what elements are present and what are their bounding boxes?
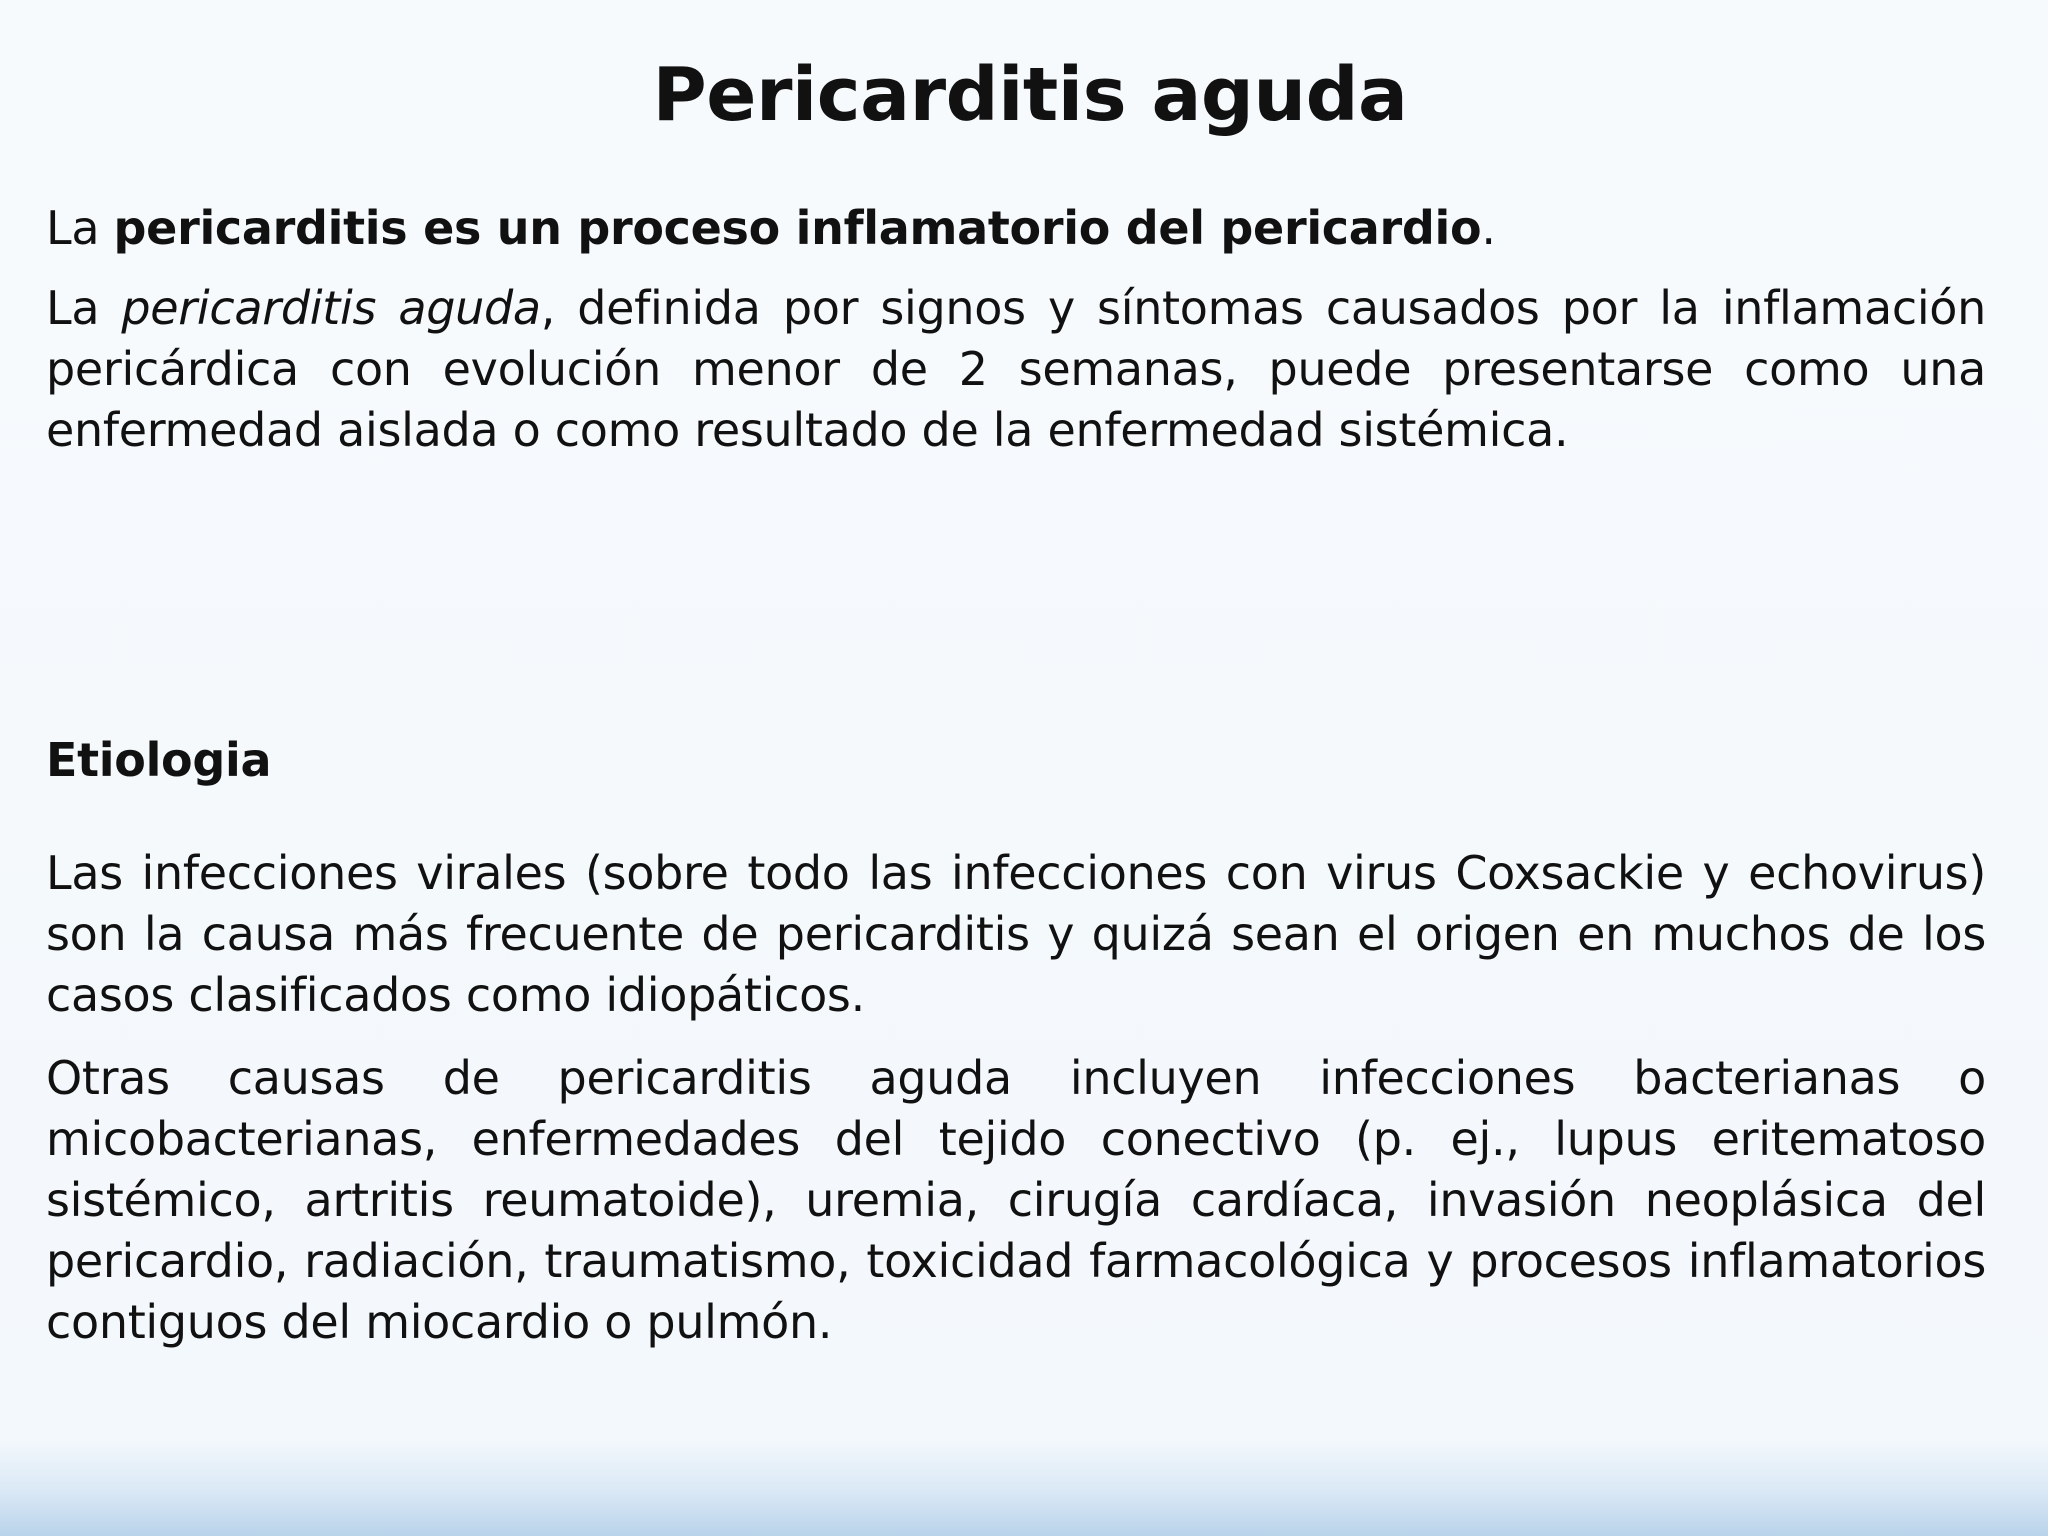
intro-suffix: . [1481, 201, 1496, 255]
etiology-heading: Etiologia [46, 733, 272, 787]
definition-italic-term: pericarditis aguda [121, 281, 541, 335]
intro-bold-text: pericarditis es un proceso inflamatorio del pericardio [113, 201, 1482, 255]
slide-title: Pericarditis aguda [652, 52, 1408, 138]
etiology-paragraph-1: Las infecciones virales (sobre todo las infecciones con virus Coxsackie y echovirus) son la causa más frecuente de pericarditis y quizá sean el origen en muchos de los casos clasificados como idiopáticos. [46, 846, 1986, 1022]
definition-paragraph [46, 278, 1986, 461]
etiology-paragraph-2: Otras causas de pericarditis aguda incluyen infecciones bacterianas o micobacterianas, enfermedades del tejido conectivo (p. ej., lupus eritematoso sistémico, artritis reumatoide), uremia, cirugía cardíaca, invasión neoplásica del pericardio, radiación, traumatismo, toxicidad farmacológica y procesos inflamatorios contiguos del miocardio o pulmón. [46, 1051, 1986, 1349]
definition-prefix: La [46, 281, 122, 335]
intro-prefix: La [46, 201, 114, 255]
definition-text: , definida por signos y síntomas causados por la inflamación pericárdica con evolución menor de 2 semanas, puede presentarse como una enfermedad aislada o como resultado de la enfermedad sistémica. [46, 281, 1986, 457]
intro-paragraph [46, 198, 1986, 259]
